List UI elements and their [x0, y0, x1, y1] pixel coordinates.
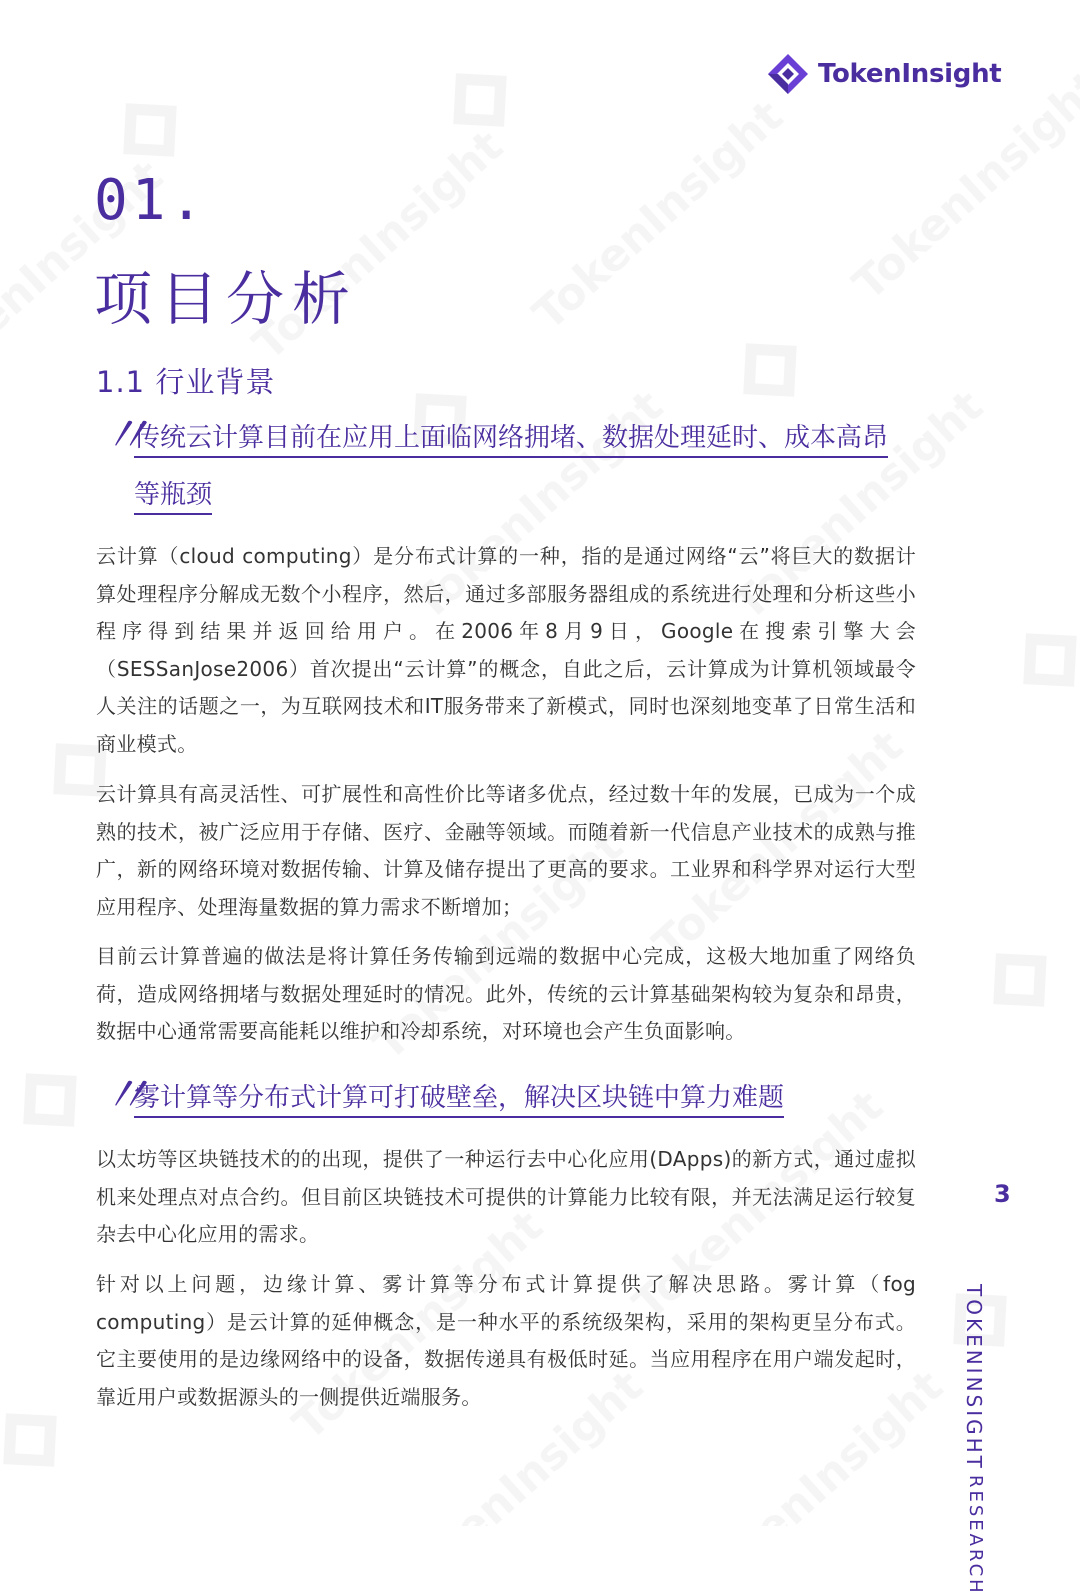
body-paragraph: 云计算（cloud computing）是分布式计算的一种，指的是通过网络“云”将巨大的数据计算处理程序分解成无数个小程序，然后，通过多部服务器组成的系统进行处理和分析这些小程序得到结果并返回给用户。在2006年8月9日，Google在搜索引擎大会（SESSanJose2006）首次提出“云计算”的概念，自此之后，云计算成为计算机领域最令人关注的话题之一，为互联网技术和IT服务带来了新模式，同时也深刻地变革了日常生活和商业模式。 [96, 544, 916, 756]
watermark-logo-icon [0, 1384, 86, 1497]
pull-quote-text: 雾计算等分布式计算可打破壁垒，解决区块链中算力难题 [134, 1083, 784, 1118]
brand-header [766, 52, 1001, 96]
section-title: 1.1 行业背景 [96, 365, 276, 399]
page-number: 3 [994, 1180, 1011, 1208]
body-paragraph: 以太坊等区块链技术的的出现，提供了一种运行去中心化应用(DApps)的新方式，通过虚拟机来处理点对点合约。但目前区块链技术可提供的计算能力比较有限，并无法满足运行较复杂去中心化应用的需求。 [96, 1147, 916, 1246]
watermark-logo-icon [964, 924, 1077, 1037]
side-label-line2: RESEARCH [965, 1474, 986, 1596]
pull-quote [100, 406, 910, 524]
pull-quote-text: 传统云计算目前在应用上面临网络拥堵、数据处理延时、成本高昂等瓶颈 [134, 423, 888, 515]
brand-name: TokenInsight [818, 59, 1002, 89]
watermark-logo-icon [424, 44, 537, 157]
chapter-title: 项目分析 [94, 265, 359, 333]
watermark-text [844, 61, 1080, 311]
chapter-number: 01. [94, 168, 208, 233]
watermark-text [524, 91, 793, 341]
body-paragraph: 目前云计算普遍的做法是将计算任务传输到远端的数据中心完成，这极大地加重了网络负荷，造成网络拥堵与数据处理延时的情况。此外，传统的云计算基础架构较为复杂和昂贵，数据中心通常需要高能耗以维护和冷却系统，对环境也会产生负面影响。 [96, 944, 916, 1043]
watermark-logo-icon [0, 1044, 106, 1157]
quote-mark-icon: 〃 [100, 1066, 153, 1126]
body-paragraph: 针对以上问题，边缘计算、雾计算等分布式计算提供了解决思路。雾计算（fog computing）是云计算的延伸概念，是一种水平的系统级架构，采用的架构更呈分布式。它主要使用的是边缘网络中的设备，数据传递具有极低时延。当应用程序在用户端发起时，靠近用户或数据源头的一侧提供近端服务。 [96, 1272, 916, 1409]
tokeninsight-logo-icon [766, 52, 810, 96]
watermark-logo-icon [994, 604, 1080, 717]
side-label [962, 1284, 986, 1596]
body-paragraph: 云计算具有高灵活性、可扩展性和高性价比等诸多优点，经过数十年的发展，已成为一个成熟的技术，被广泛应用于存储、医疗、金融等领域。而随着新一代信息产业技术的成熟与推广，新的网络环境对数据传输、计算及储存提出了更高的要求。工业界和科学界对运行大型应用程序、处理海量数据的算力需求不断增加； [96, 782, 916, 919]
quote-mark-icon: 〃 [100, 406, 153, 466]
side-label-line1: TOKENINSIGHT [962, 1284, 986, 1471]
pull-quote [100, 1066, 910, 1127]
